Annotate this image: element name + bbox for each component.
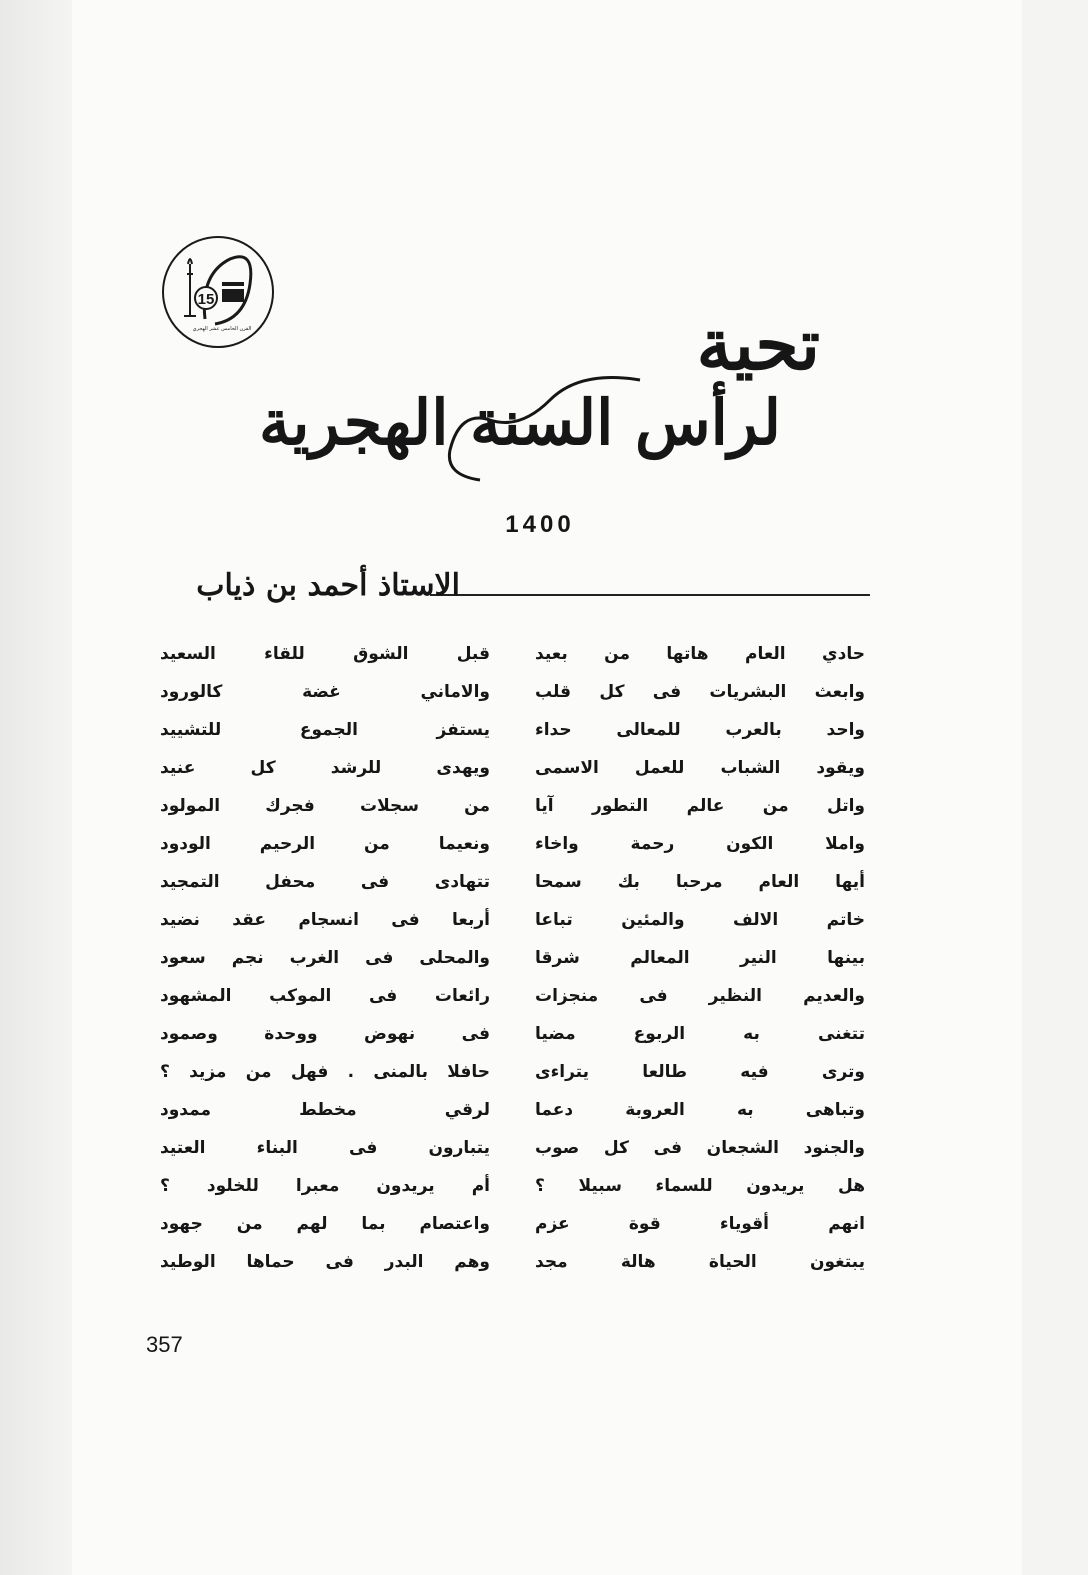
title-main: تحية xyxy=(696,303,820,386)
verse-line: حافلا بالمنى . فهل من مزيد ؟ xyxy=(160,1062,490,1082)
verse-line: يستفز الجموع للتشييد xyxy=(160,720,490,740)
verse-line: فى نهوض ووحدة وصمود xyxy=(160,1024,490,1044)
verse-line: قبل الشوق للقاء السعيد xyxy=(160,644,490,664)
verse-line: أم يريدون معبرا للخلود ؟ xyxy=(160,1176,490,1196)
verse-line: والاماني غضة كالورود xyxy=(160,682,490,702)
emblem-caption: القرن الخامس عشر الهجري xyxy=(192,326,252,332)
verse-line: ونعيما من الرحيم الودود xyxy=(160,834,490,854)
kaaba-icon xyxy=(222,282,244,302)
page-number: 357 xyxy=(146,1332,183,1357)
verse-line: واتل من عالم التطور آيا xyxy=(535,796,865,816)
emblem-number: 15 xyxy=(197,291,215,308)
verse-line: يتبارون فى البناء العتيد xyxy=(160,1138,490,1158)
verse-line: تتهادى فى محفل التمجيد xyxy=(160,872,490,892)
verse-line: رائعات فى الموكب المشهود xyxy=(160,986,490,1006)
verse-line: يبتغون الحياة هالة مجد xyxy=(535,1252,865,1272)
poem-left-column xyxy=(160,635,490,1281)
verse-line: حادي العام هاتها من بعيد xyxy=(535,644,865,664)
verse-line: واعتصام بما لهم من جهود xyxy=(160,1214,490,1234)
author-byline xyxy=(160,562,870,612)
verse-line: وتباهى به العروبة دعما xyxy=(535,1100,865,1120)
verse-line: بينها النير المعالم شرقا xyxy=(535,948,865,968)
verse-line: أيها العام مرحبا بك سمحا xyxy=(535,872,865,892)
verse-line: من سجلات فجرك المولود xyxy=(160,796,490,816)
verse-line: والعديم النظير فى منجزات xyxy=(535,986,865,1006)
byline-rule xyxy=(430,594,870,596)
verse-line: هل يريدون للسماء سبيلا ؟ xyxy=(535,1176,865,1196)
verse-line: واحد بالعرب للمعالى حداء xyxy=(535,720,865,740)
verse-line: تتغنى به الربوع مضيا xyxy=(535,1024,865,1044)
verse-line: وابعث البشريات فى كل قلب xyxy=(535,682,865,702)
verse-line: خاتم الالف والمئين تباعا xyxy=(535,910,865,930)
verse-line: ويقود الشباب للعمل الاسمى xyxy=(535,758,865,778)
verse-line: واملا الكون رحمة واخاء xyxy=(535,834,865,854)
verse-line: ويهدى للرشد كل عنيد xyxy=(160,758,490,778)
poem-right-column xyxy=(535,635,865,1281)
hijri-year: 1400 xyxy=(505,511,575,538)
verse-line: والمحلى فى الغرب نجم سعود xyxy=(160,948,490,968)
author-name: الاستاذ أحمد بن ذياب xyxy=(196,568,460,603)
verse-line: وهم البدر فى حماها الوطيد xyxy=(160,1252,490,1272)
hijri-15th-century-emblem xyxy=(160,234,276,350)
verse-line: انهم أقوياء قوة عزم xyxy=(535,1214,865,1234)
page-edge-shadow xyxy=(0,0,72,1575)
verse-line: والجنود الشجعان فى كل صوب xyxy=(535,1138,865,1158)
verse-line: أربعا فى انسجام عقد نضيد xyxy=(160,910,490,930)
verse-line: لرقي مخطط ممدود xyxy=(160,1100,490,1120)
verse-line: وترى فيه طالعا يتراءى xyxy=(535,1062,865,1082)
title-subtitle: لرأس السنة الهجرية xyxy=(259,386,781,459)
